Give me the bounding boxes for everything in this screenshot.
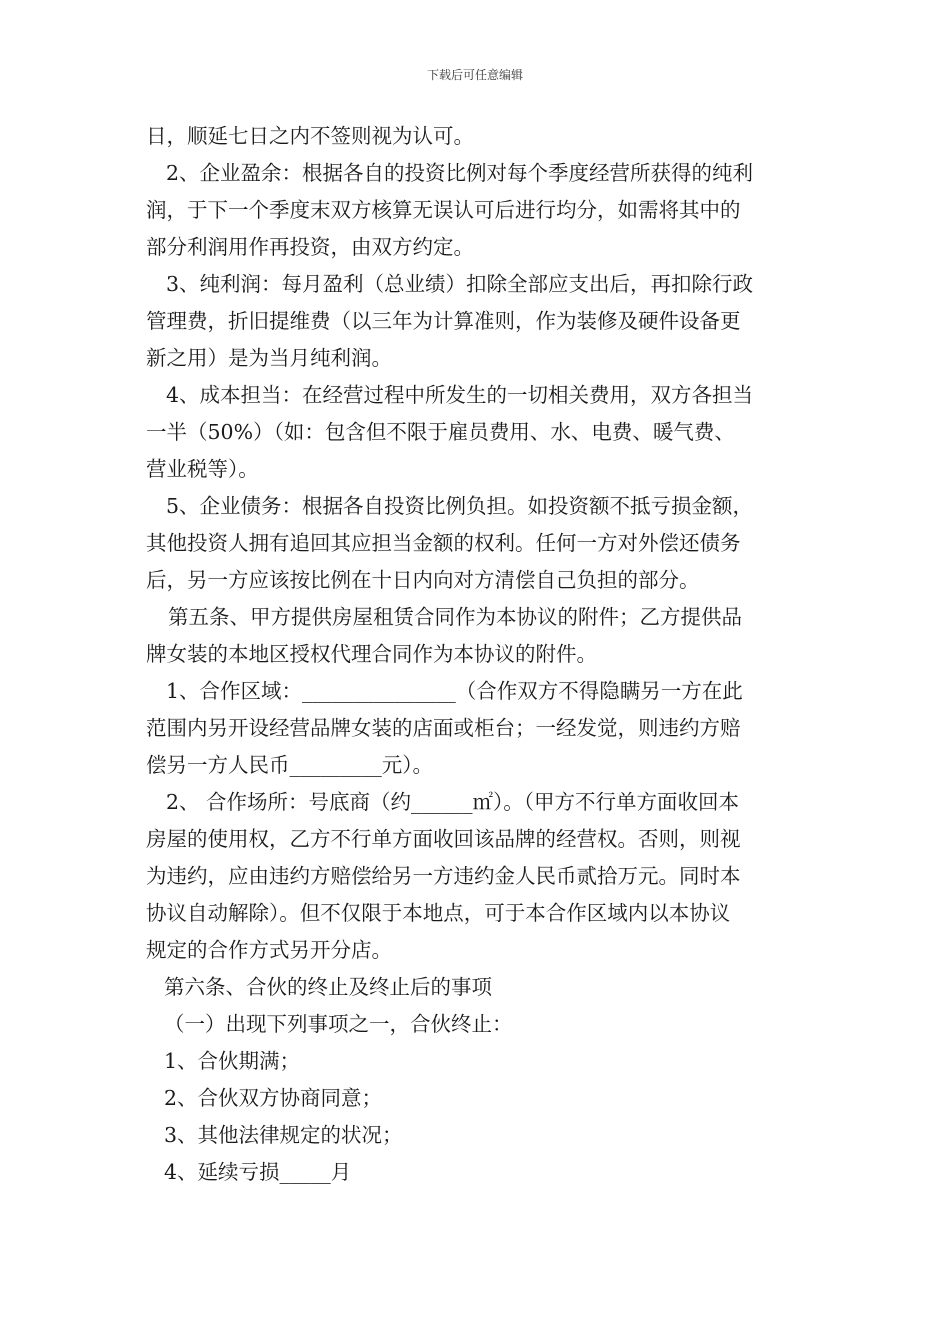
list-item: 3、其他法律规定的状况； — [164, 1123, 403, 1147]
paragraph-line: 房屋的使用权，乙方不行单方面收回该品牌的经营权。否则，则视 — [146, 827, 741, 851]
paragraph-line: 部分利润用作再投资，由双方约定。 — [146, 235, 474, 259]
paragraph-line: 营业税等）。 — [146, 457, 259, 481]
paragraph-line: 新之用）是为当月纯利润。 — [146, 346, 392, 370]
paragraph-line: 牌女装的本地区授权代理合同作为本协议的附件。 — [146, 642, 597, 666]
paragraph-line: 第五条、甲方提供房屋租赁合同作为本协议的附件；乙方提供品 — [168, 605, 742, 629]
list-item: 2、合伙双方协商同意； — [164, 1086, 383, 1110]
paragraph-line: 2、 合作场所：号底商（约______㎡）。（甲方不行单方面收回本 — [166, 790, 740, 814]
paragraph-line: 后，另一方应该按比例在十日内向对方清偿自己负担的部分。 — [146, 568, 700, 592]
paragraph-line: 一半（50%）（如：包含但不限于雇员费用、水、电费、暖气费、 — [146, 420, 735, 444]
paragraph-line: 其他投资人拥有追回其应担当金额的权利。任何一方对外偿还债务 — [146, 531, 741, 555]
paragraph-line: 管理费，折旧提维费（以三年为计算准则，作为装修及硬件设备更 — [146, 309, 741, 333]
list-item: 4、延续亏损_____月 — [164, 1160, 352, 1184]
paragraph-line: 规定的合作方式另开分店。 — [146, 938, 392, 962]
paragraph-line: 5、企业债务：根据各自投资比例负担。如投资额不抵亏损金额， — [166, 494, 754, 518]
paragraph-line: 3、纯利润：每月盈利（总业绩）扣除全部应支出后，再扣除行政 — [166, 272, 754, 296]
page-header: 下载后可任意编辑 — [426, 68, 523, 82]
paragraph-line: 日，顺延七日之内不签则视为认可。 — [146, 124, 474, 148]
paragraph-line: 1、合作区域：_______________（合作双方不得隐瞒另一方在此 — [166, 679, 743, 703]
paragraph-line: 润，于下一个季度末双方核算无误认可后进行均分，如需将其中的 — [146, 198, 741, 222]
paragraph-line: 4、成本担当：在经营过程中所发生的一切相关费用，双方各担当 — [166, 383, 754, 407]
paragraph-line: （一）出现下列事项之一，合伙终止： — [164, 1012, 513, 1036]
paragraph-line: 为违约，应由违约方赔偿给另一方违约金人民币贰拾万元。同时本 — [146, 864, 741, 888]
document-body — [146, 118, 810, 1191]
paragraph-line: 2、企业盈余：根据各自的投资比例对每个季度经营所获得的纯利 — [166, 161, 754, 185]
section-heading: 第六条、合伙的终止及终止后的事项 — [164, 975, 492, 999]
paragraph-line: 范围内另开设经营品牌女装的店面或柜台；一经发觉，则违约方赔 — [146, 716, 741, 740]
paragraph-line: 偿另一方人民币_________元）。 — [146, 753, 433, 777]
paragraph-line: 协议自动解除）。但不仅限于本地点，可于本合作区域内以本协议 — [146, 901, 731, 925]
list-item: 1、合伙期满； — [164, 1049, 301, 1073]
